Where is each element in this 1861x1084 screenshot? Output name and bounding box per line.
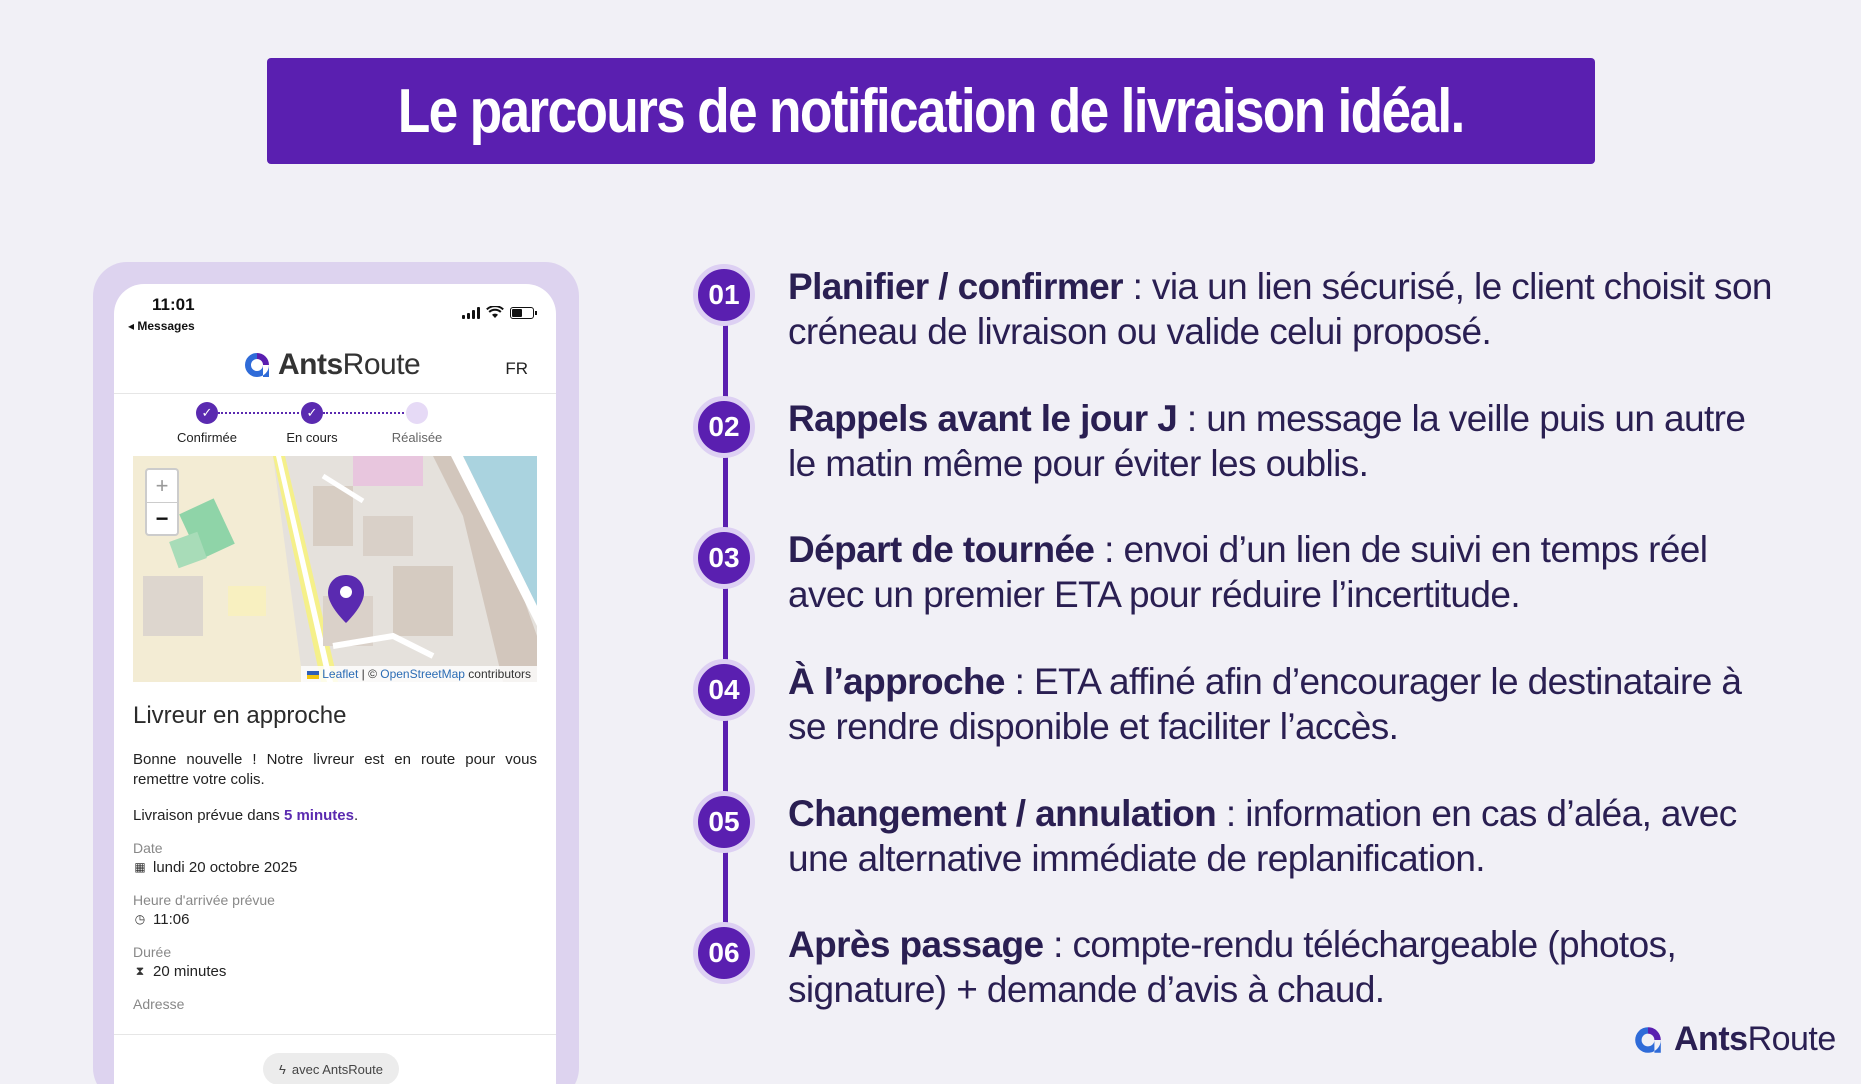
map-pin-icon[interactable] — [326, 573, 366, 625]
step-description: Départ de tournée : envoi d’un lien de suivi en temps réel avec un premier ETA pour réduire l’incertitude. — [788, 529, 1708, 615]
phone-screen — [114, 284, 556, 1084]
zoom-in-button[interactable]: + — [155, 473, 169, 498]
step-number-badge: 02 — [693, 396, 755, 458]
eta-text: Livraison prévue dans 5 minutes. — [133, 806, 359, 824]
check-icon: ✓ — [196, 402, 218, 424]
step-number-badge: 04 — [693, 659, 755, 721]
duration-value: ⧗ 20 minutes — [133, 963, 537, 980]
step-label: Confirmée — [177, 430, 237, 445]
map-zoom-control — [145, 468, 179, 536]
step-number-badge: 06 — [693, 922, 755, 984]
step-in-progress — [262, 402, 362, 445]
battery-icon — [510, 307, 534, 319]
leaflet-link[interactable]: Leaflet — [322, 667, 359, 681]
step-description: Changement / annulation : information en cas d’aléa, avec une alternative immédiate de replanification. — [788, 793, 1737, 879]
date-label: Date — [133, 839, 163, 856]
delivery-stepper — [114, 394, 556, 456]
step-label: Réalisée — [391, 430, 443, 445]
step-number-badge: 05 — [693, 791, 755, 853]
step-description: Après passage : compte-rendu téléchargeable (photos, signature) + demande d’avis à chaud. — [788, 924, 1677, 1010]
flag-icon — [307, 671, 319, 679]
brand-logo — [242, 348, 420, 382]
pending-step-dot — [406, 402, 428, 424]
status-time: 11:01 — [152, 295, 195, 314]
step-number-badge: 03 — [693, 527, 755, 589]
step-description: Planifier / confirmer : via un lien sécurisé, le client choisit son créneau de livraison ou valide celui proposé. — [788, 266, 1772, 352]
antsroute-logo-icon — [1632, 1024, 1664, 1056]
map-attribution: Leaflet | © OpenStreetMap contributors — [301, 666, 537, 682]
delivery-map[interactable] — [133, 456, 537, 682]
step-description: Rappels avant le jour J : un message la veille puis un autre le matin même pour éviter les oublis. — [788, 398, 1746, 484]
address-label: Adresse — [133, 995, 185, 1012]
step-confirmed — [157, 402, 257, 445]
phone-footer — [114, 1034, 556, 1084]
eta-value: 5 minutes — [283, 806, 354, 824]
calendar-icon: ▦ — [134, 860, 146, 874]
clock-icon: ◷ — [134, 912, 146, 926]
check-icon: ✓ — [301, 402, 323, 424]
back-to-messages-link[interactable]: ◂ Messages — [128, 319, 195, 333]
page-title: Le parcours de notification de livraison idéal. — [398, 76, 1464, 146]
status-bar — [114, 284, 556, 340]
openstreetmap-link[interactable]: OpenStreetMap — [380, 667, 465, 681]
brand-name: AntsRoute — [1674, 1020, 1836, 1058]
zoom-out-button[interactable]: − — [147, 502, 177, 534]
powered-by-badge[interactable]: ϟ avec AntsRoute — [263, 1053, 399, 1084]
language-selector[interactable]: FR — [505, 359, 528, 378]
status-heading: Livreur en approche — [133, 702, 347, 729]
antsroute-logo-icon — [242, 350, 272, 380]
status-message: Bonne nouvelle ! Notre livreur est en route pour vous remettre votre colis. — [133, 751, 537, 789]
map-tiles — [133, 456, 537, 682]
wifi-icon — [486, 306, 504, 319]
step-label: En cours — [286, 430, 338, 445]
step-done — [367, 402, 467, 445]
signal-icon — [462, 307, 480, 319]
corner-brand-logo — [1632, 1020, 1836, 1059]
date-value: ▦ lundi 20 octobre 2025 — [134, 858, 298, 876]
duration-label: Durée — [133, 943, 172, 960]
brand-name: AntsRoute — [278, 348, 421, 381]
bolt-icon: ϟ — [279, 1061, 286, 1077]
hourglass-icon: ⧗ — [135, 963, 145, 978]
step-description: À l’approche : ETA affiné afin d’encourager le destinataire à se rendre disponible et faciliter l’accès. — [788, 661, 1742, 747]
app-header — [114, 340, 556, 394]
status-icons — [462, 306, 534, 319]
title-banner — [267, 58, 1595, 164]
arrival-label: Heure d'arrivée prévue — [133, 891, 275, 908]
arrival-value: ◷ 11:06 — [134, 910, 190, 928]
step-number-badge: 01 — [693, 264, 755, 326]
delivery-details — [114, 702, 556, 1012]
